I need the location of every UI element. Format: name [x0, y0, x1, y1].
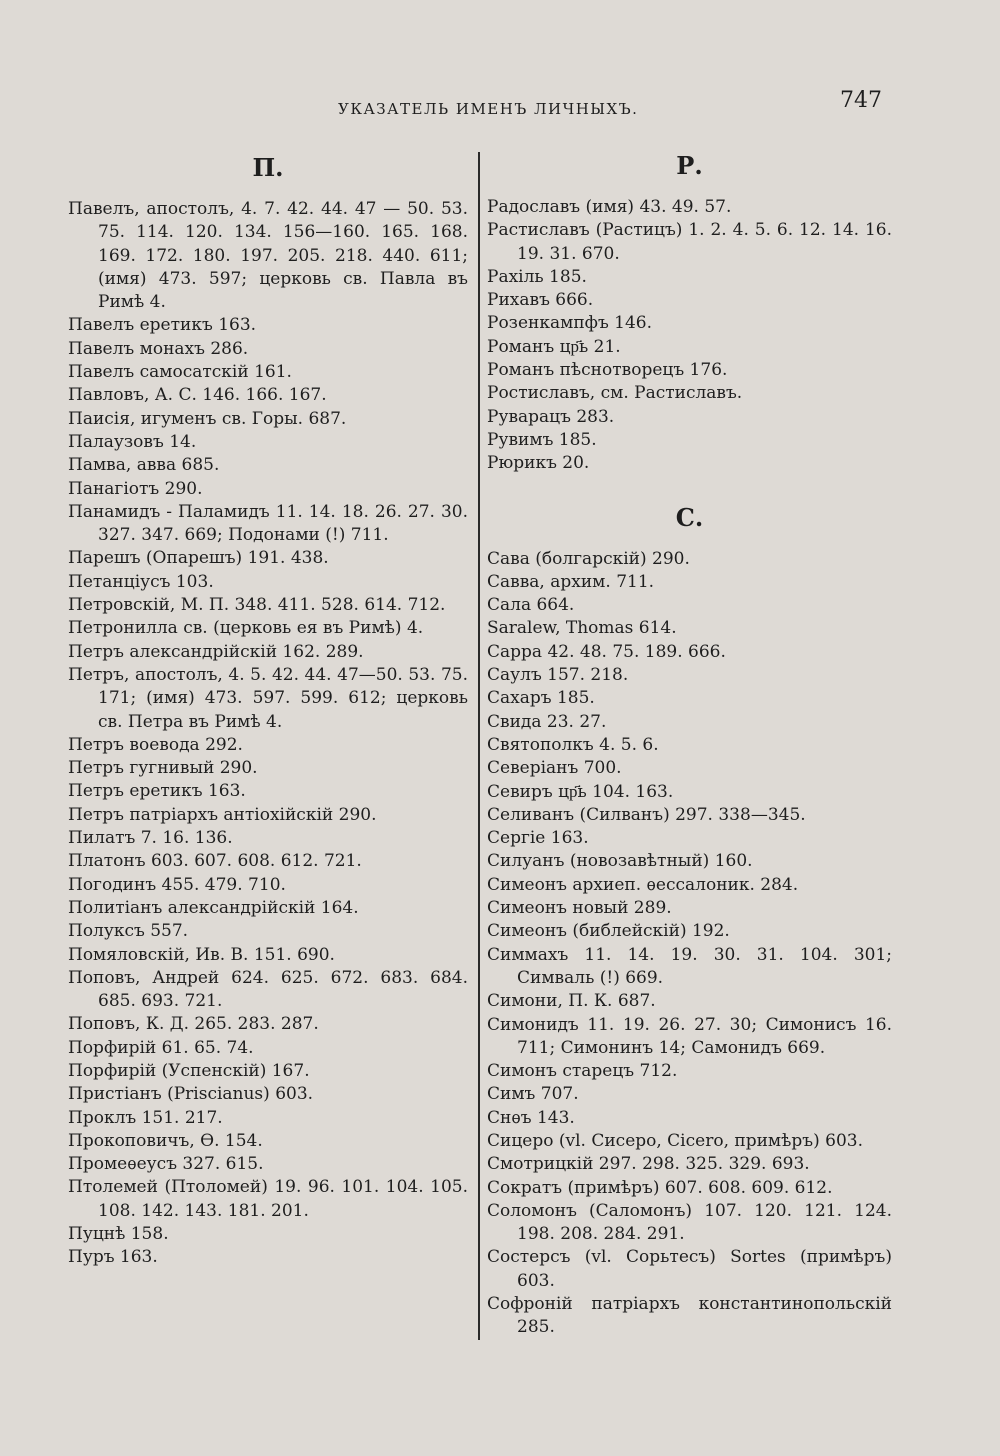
index-entry: Сократъ (примѣръ) 607. 608. 609. 612.: [487, 1177, 833, 1198]
index-entry: Руварацъ 283.: [487, 406, 615, 427]
index-entry: Панамидъ - Паламидъ 11. 14. 18. 26. 27. 30. 327. 347. 669; Подонами (!) 711.: [68, 501, 468, 546]
index-entry: Сицеро (vl. Сисеро, Cicero, примѣръ) 603.: [487, 1130, 863, 1151]
page-number: 747: [840, 88, 882, 113]
section-letter-p: П.: [252, 153, 284, 182]
index-entry: Петръ гугнивый 290.: [68, 758, 258, 779]
index-entry: Сала 664.: [487, 595, 575, 616]
index-entry: Пристіанъ (Priscianus) 603.: [68, 1084, 314, 1105]
index-entry: Петръ воевода 292.: [68, 734, 243, 755]
running-head: УКАЗАТЕЛЬ ИМЕНЪ ЛИЧНЫХЪ.: [338, 100, 639, 118]
index-entry: Паисія, игуменъ св. Горы. 687.: [68, 408, 347, 429]
index-entry: Сахаръ 185.: [487, 688, 595, 709]
index-entry: Смотрицкій 297. 298. 325. 329. 693.: [487, 1154, 810, 1175]
index-entry: Пуръ 163.: [68, 1247, 158, 1268]
index-entry: Симеонъ архиеп. ѳессалоник. 284.: [487, 874, 799, 895]
index-entry: Петронилла св. (церковь ея въ Римѣ) 4.: [68, 618, 424, 639]
index-entry: Палаузовъ 14.: [68, 431, 197, 452]
index-entry: Симмахъ 11. 14. 19. 30. 31. 104. 301; Симваль (!) 669.: [487, 944, 892, 988]
index-entry: Петанціусъ 103.: [68, 571, 214, 592]
index-entry: Погодинъ 455. 479. 710.: [68, 874, 286, 895]
index-entry: Симонъ старецъ 712.: [487, 1061, 678, 1082]
index-entry: Снѳъ 143.: [487, 1107, 575, 1128]
index-entry: Ростиславъ, см. Растиславъ.: [487, 383, 743, 404]
index-entry: Рувимъ 185.: [487, 429, 597, 450]
index-entry: Поповъ, Андрей 624. 625. 672. 683. 684. 685. 693. 721.: [68, 967, 468, 1012]
index-entry: Полуксъ 557.: [68, 921, 189, 942]
index-entry: Промеѳеусъ 327. 615.: [68, 1154, 264, 1175]
index-entry: Свида 23. 27.: [487, 711, 607, 732]
index-entry: Состерсъ (vl. Сорьтесъ) Sortes (примѣръ) 603.: [487, 1247, 892, 1291]
index-entry: Рахіль 185.: [487, 266, 587, 287]
index-entry: Симонидъ 11. 19. 26. 27. 30; Симонисъ 16. 711; Симонинъ 14; Самонидъ 669.: [487, 1014, 892, 1058]
index-entry: Парешъ (Опарешъ) 191. 438.: [68, 548, 329, 569]
index-entry: Рюрикъ 20.: [487, 453, 590, 474]
index-entry: Романъ цр҃ь 21.: [487, 336, 621, 357]
column-divider: [478, 152, 480, 1340]
left-column: [68, 144, 468, 1270]
index-entry: Павелъ самосатскій 161.: [68, 362, 292, 383]
index-entry: Софроній патріархъ константинопольскій 285.: [487, 1294, 892, 1338]
index-entry: Прокоповичъ, Ѳ. 154.: [68, 1130, 263, 1151]
section-letter-r: Р.: [676, 151, 703, 180]
index-entry: Проклъ 151. 217.: [68, 1107, 223, 1128]
index-entry: Святополкъ 4. 5. 6.: [487, 734, 659, 755]
index-entry: Порфирій (Успенскій) 167.: [68, 1060, 310, 1081]
index-entry: Памва, авва 685.: [68, 455, 220, 476]
index-entry: Селиванъ (Силванъ) 297. 338—345.: [487, 804, 806, 825]
index-entry: Саулъ 157. 218.: [487, 665, 629, 686]
entry-list-r: [487, 196, 892, 476]
section-letter-s: С.: [675, 502, 704, 532]
index-entry: Павловъ, А. С. 146. 166. 167.: [68, 385, 327, 406]
index-entry: Симони, П. К. 687.: [487, 991, 656, 1012]
index-entry: Симеонъ (библейскій) 192.: [487, 921, 730, 942]
index-entry: Силуанъ (новозавѣтный) 160.: [487, 851, 753, 872]
index-entry: Рихавъ 666.: [487, 290, 594, 311]
index-entry: Радославъ (имя) 43. 49. 57.: [487, 197, 732, 217]
index-entry: Павелъ, апостолъ, 4. 7. 42. 44. 47 — 50. 53. 75. 114. 120. 134. 156—160. 165. 168. 169. 172. 180. 197. 205. 218. 440. 611; (имя) 473. 597; церковь св. Павла въ Римѣ 4.: [68, 199, 468, 313]
entry-list-s: [487, 548, 892, 1340]
entry-list-p: [68, 198, 468, 1270]
index-entry: Сава (болгарскій) 290.: [487, 548, 690, 569]
index-entry: Петровскій, М. П. 348. 411. 528. 614. 712.: [68, 595, 446, 616]
index-entry: Поповъ, К. Д. 265. 283. 287.: [68, 1014, 319, 1035]
index-entry: Севиръ цр҃ь 104. 163.: [487, 781, 674, 802]
index-entry: Савва, архим. 711.: [487, 571, 655, 592]
index-entry: Сергіе 163.: [487, 828, 589, 849]
index-entry: Петръ александрійскій 162. 289.: [68, 641, 364, 662]
index-entry: Соломонъ (Саломонъ) 107. 120. 121. 124. 198. 208. 284. 291.: [487, 1200, 892, 1245]
index-entry: Птолемей (Птоломей) 19. 96. 101. 104. 105. 108. 142. 143. 181. 201.: [68, 1177, 468, 1221]
index-entry: Петръ еретикъ 163.: [68, 781, 246, 802]
index-entry: Петръ, апостолъ, 4. 5. 42. 44. 47—50. 53. 75. 171; (имя) 473. 597. 599. 612; церковь св. Петра въ Римѣ 4.: [68, 664, 468, 732]
index-entry: Политіанъ александрійскій 164.: [68, 897, 359, 918]
index-entry: Симеонъ новый 289.: [487, 898, 672, 919]
index-entry: Пилатъ 7. 16. 136.: [68, 828, 233, 849]
index-entry: Платонъ 603. 607. 608. 612. 721.: [68, 851, 362, 872]
index-entry: Помяловскій, Ив. В. 151. 690.: [68, 944, 335, 965]
index-entry: Розенкампфъ 146.: [487, 313, 653, 334]
index-entry: Панагіотъ 290.: [68, 478, 203, 499]
index-entry: Симъ 707.: [487, 1084, 579, 1105]
right-column: [487, 142, 892, 1340]
index-entry: Северіанъ 700.: [487, 758, 622, 779]
index-entry: Петръ патріархъ антіохійскій 290.: [68, 804, 377, 825]
index-entry: Пуцнѣ 158.: [68, 1224, 169, 1245]
index-entry: Павелъ еретикъ 163.: [68, 315, 257, 336]
index-entry: Растиславъ (Растицъ) 1. 2. 4. 5. 6. 12. 14. 16. 19. 31. 670.: [487, 220, 892, 264]
index-entry: Порфирій 61. 65. 74.: [68, 1037, 254, 1058]
index-entry: Романъ пѣснотворецъ 176.: [487, 360, 728, 381]
index-entry: Сарра 42. 48. 75. 189. 666.: [487, 641, 726, 662]
index-entry: Saralew, Thomas 614.: [487, 618, 677, 639]
index-entry: Павелъ монахъ 286.: [68, 338, 249, 359]
